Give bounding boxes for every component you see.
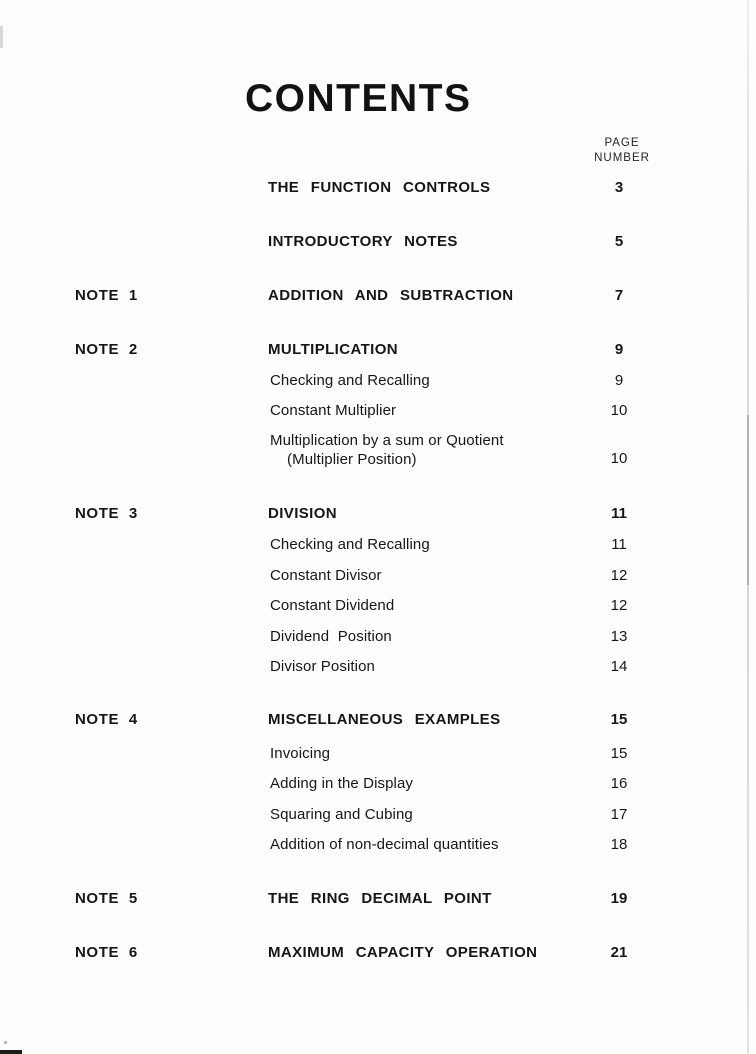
toc-item-row [0, 371, 756, 391]
toc-section-row [0, 286, 756, 306]
item-label: Squaring and Cubing [270, 806, 413, 823]
section-title: ADDITION AND SUBTRACTION [268, 287, 514, 304]
toc-item-row [0, 401, 756, 421]
section-title: THE RING DECIMAL POINT [268, 890, 492, 907]
page-number: 21 [610, 944, 628, 961]
section-title: MISCELLANEOUS EXAMPLES [268, 711, 501, 728]
section-title: DIVISION [268, 505, 338, 522]
note-label: NOTE 1 [75, 287, 138, 304]
page-number: 15 [610, 711, 628, 728]
page-number: 12 [610, 567, 628, 584]
page-number: 14 [610, 658, 628, 675]
note-label: NOTE 2 [75, 341, 138, 358]
section-title: MAXIMUM CAPACITY OPERATION [268, 944, 538, 961]
page-number: 17 [610, 806, 628, 823]
toc-item-row [0, 805, 756, 825]
scan-smudge [0, 26, 3, 48]
page-number: 11 [611, 536, 627, 553]
note-label: NOTE 3 [75, 505, 138, 522]
page-number: 12 [610, 597, 628, 614]
page-number: 10 [610, 402, 628, 419]
toc-item-row [0, 744, 756, 764]
page-number: 15 [610, 745, 628, 762]
page-number: 5 [614, 233, 624, 250]
toc-section-row [0, 889, 756, 909]
toc-section-row [0, 504, 756, 524]
item-label: Checking and Recalling [270, 536, 430, 553]
note-label: NOTE 4 [75, 711, 138, 728]
page-number: 3 [614, 179, 624, 196]
scan-corner-mark [0, 1050, 22, 1054]
page-number: 10 [610, 450, 628, 467]
toc-section-row [0, 232, 756, 252]
item-label: Constant Divisor [270, 567, 382, 584]
toc-item-row [0, 835, 756, 855]
toc-item-row [0, 627, 756, 647]
item-label: Adding in the Display [270, 775, 414, 792]
page-header-line2: NUMBER [594, 152, 650, 164]
section-title: MULTIPLICATION [268, 341, 399, 358]
page-number: 9 [614, 341, 624, 358]
toc-item-row [0, 566, 756, 586]
page-number: 19 [610, 890, 628, 907]
item-label: Checking and Recalling [270, 372, 430, 389]
scan-page-edge-shadow [747, 415, 749, 585]
page-number-column-header [570, 136, 674, 166]
item-label: Constant Dividend [270, 597, 395, 614]
toc-section-row [0, 178, 756, 198]
toc-item-row [0, 535, 756, 555]
page-number: 11 [611, 505, 627, 522]
scan-speck [4, 1041, 7, 1044]
toc-item-row [0, 431, 756, 468]
page-header-line1: PAGE [604, 137, 640, 149]
item-label: Dividend Position [270, 628, 392, 645]
item-label: Invoicing [270, 745, 331, 762]
page-title: CONTENTS [245, 77, 472, 120]
page-number: 18 [610, 836, 628, 853]
section-title: THE FUNCTION CONTROLS [268, 179, 491, 196]
item-label: Divisor Position [270, 658, 375, 675]
toc-item-row [0, 657, 756, 677]
page-number: 7 [614, 287, 624, 304]
note-label: NOTE 5 [75, 890, 138, 907]
toc-section-row [0, 943, 756, 963]
item-label: Constant Multiplier [270, 402, 397, 419]
page-number: 16 [610, 775, 628, 792]
toc-item-row [0, 596, 756, 616]
page-number: 9 [614, 372, 624, 389]
toc-section-row [0, 710, 756, 730]
toc-section-row [0, 340, 756, 360]
item-label: Addition of non-decimal quantities [270, 836, 499, 853]
note-label: NOTE 6 [75, 944, 138, 961]
section-title: INTRODUCTORY NOTES [268, 233, 458, 250]
page-number: 13 [610, 628, 628, 645]
toc-item-row [0, 774, 756, 794]
item-label: Multiplication by a sum or Quotient (Multiplier Position) [270, 432, 504, 468]
